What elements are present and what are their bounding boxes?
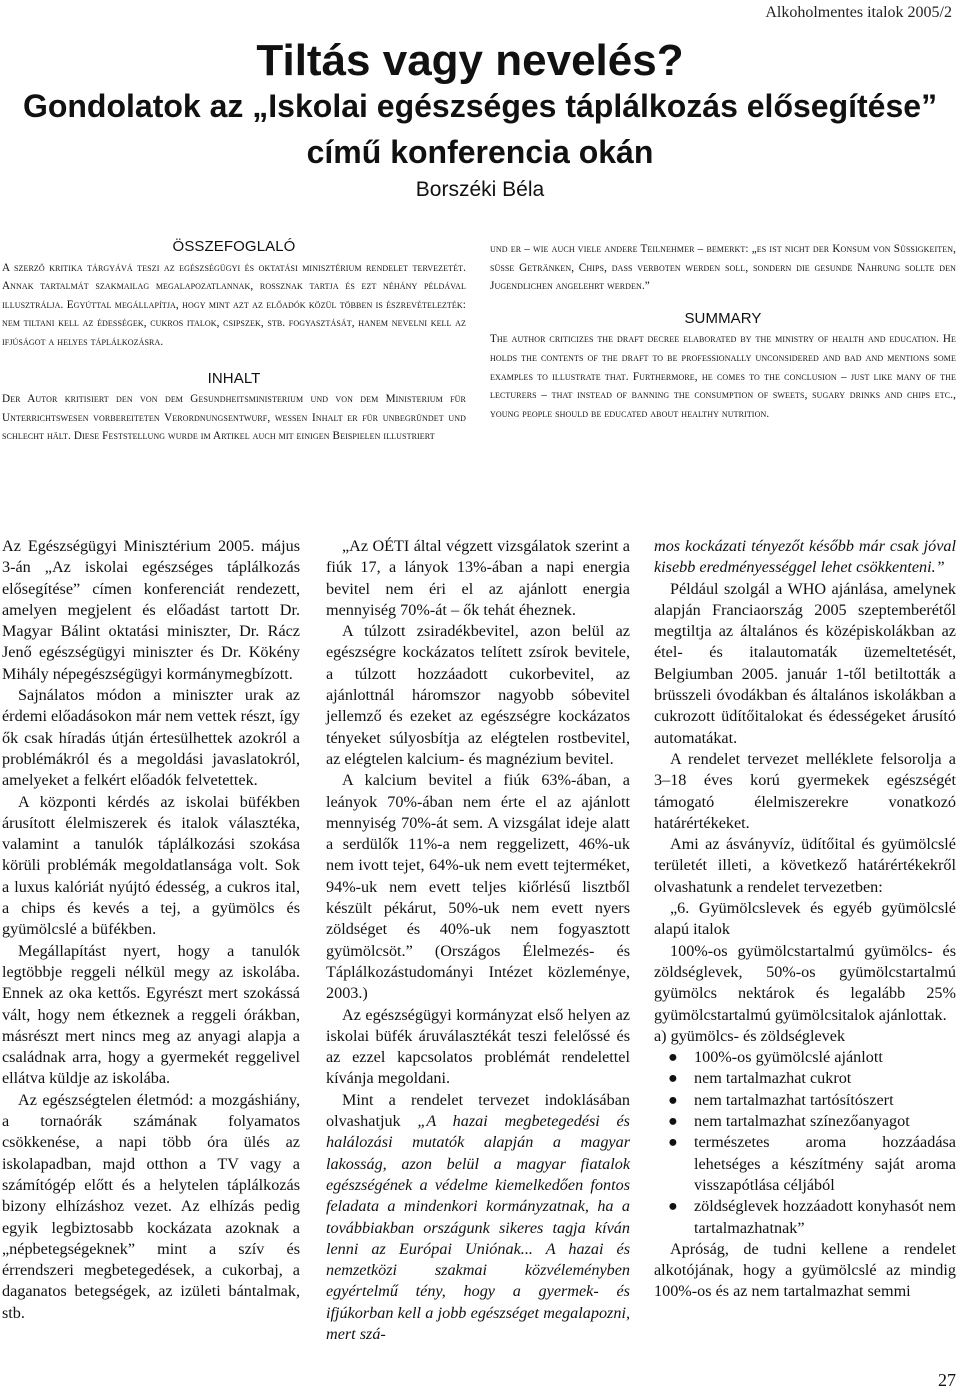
paragraph: Sajnálatos módon a miniszter urak az érdemi előadásokon már nem vettek részt, így ők csak híradás útján értesülhettek azokról a problémákról és a megoldási javaslatokról, amelyeket a felkért előadók felvetettek. (2, 686, 301, 790)
paragraph-text: Mint a rendelet tervezet indoklásában olvashatjuk (326, 1090, 630, 1131)
list-item (668, 1047, 956, 1068)
paragraph: Például szolgál a WHO ajánlása, amelynek alapján Franciaország 2005 szeptemberétől megtiltja az általános és középiskolákban az étel- és italautomaták üzemeltetését, Belgiumban 2005. január 1-től betiltották a brüsszeli óvodákban és általános iskolákban a cukrozott üdítőitalokat és édességeket árusító automatákat. (654, 579, 956, 747)
paragraph: „6. Gyümölcslevek és egyéb gyümölcslé alapú italok (654, 899, 956, 939)
list-heading: a) gyümölcs- és zöldséglevek (654, 1026, 846, 1045)
paragraph: Megállapítást nyert, hogy a tanulók legtöbbje reggeli nélkül megy az iskolába. Ennek az oka kettős. Egyrészt mert szokássá vált, hogy nem étkeznek a reggeli órákban, másrészt mert nincs meg az anyagi alapja a családnak arra, hogy a gyermekét reggelivel ellátva küldje az iskolába. (2, 941, 300, 1088)
abstract-hu-text: A szerző kritika tárgyává teszi az egészségügyi és oktatási minisztérium rendelet tervezetét. Annak tartalmát szakmailag megalapozatlannak, rossznak tartja és ezt néhány példával illusztrálja. Egyúttal megállapítja, hogy mint azt az előadók közül többen is észrevételezték: nem tiltani kell az édességek, cukros italok, csipszek, stb. fogyasztását, hanem nevelni kell az ifjúságot a helyes táplálkozásra. (2, 261, 466, 348)
list-item-text: zöldséglevek hozzáadott konyhasót nem tartalmazhatnak” (694, 1197, 956, 1237)
list-item-text: nem tartalmazhat színezőanyagot (694, 1112, 910, 1131)
journal-header: Alkoholmentes italok 2005/2 (765, 4, 952, 21)
paragraph: A rendelet tervezet melléklete felsorolja a 3–18 éves korú gyermekek egészségét támogató élelmiszerekre vonatkozó határértékeket. (654, 749, 956, 832)
bullet-icon: ● (668, 1112, 678, 1131)
abstract-left-column (2, 238, 466, 446)
paragraph (326, 1090, 630, 1346)
article-author: Borszéki Béla (415, 178, 545, 201)
requirements-list (654, 1047, 956, 1239)
paragraph: Az egészségügyi kormányzat első helyen az iskolai büfék áruválasztékát teszi felelőssé és az ezzel kapcsolatos problémát rendelettel kívánja megoldani. (326, 1005, 630, 1088)
list-item (668, 1111, 956, 1132)
bullet-icon: ● (668, 1069, 678, 1088)
paragraph: A kalcium bevitel a fiúk 63%-ában, a leányok 70%-ában nem érte el az ajánlott mennyiség 70%-át sem. A vizsgálat ideje alatt a serdülők 11%-a nem reggelizett, 46%-uk nem ivott tejet, 64%-uk nem evett tejterméket, 94%-uk nem evett teljes kiőrlésű lisztből készült pékárut, 50%-uk nem evett nyers zöldséget és 40%-uk nem fogyasztott gyümölcsöt.” (Országos Élelmezés- és Táplálkozástudományi Intézet közleménye, 2003.) (326, 771, 630, 1003)
abstract-hu-heading: ÖSSZEFOGLALÓ (172, 238, 296, 255)
list-item (668, 1196, 956, 1239)
quote-italic: „A hazai megbetegedési és halálozási mutatók alapján a magyar lakosság, azon belül a magyar fiatalok egészségének a védelme kiemelkedően fontos feladata a mindenkori kormányzatnak, ha a továbbiakban országunk sikeres tagja kíván lenni az Európai Uniónak... A hazai és nemzetközi szakmai közvéleményben egyértelmű tény, hogy a gyermek- és ifjúkorban kell a jobb egészséget megalapozni, mert szá- (326, 1112, 630, 1343)
article-subtitle-line1: Gondolatok az „Iskolai egészséges táplálkozás elősegítése” (22, 88, 938, 124)
paragraph: 100%-os gyümölcstartalmú gyümölcs- és zöldséglevek, 50%-os gyümölcstartalmú gyümölcs nektárok és legalább 25% gyümölcstartalmú gyümölcsitalok ajánlottak. (654, 941, 956, 1024)
list-item (668, 1090, 956, 1111)
bullet-icon: ● (668, 1048, 678, 1067)
list-item (668, 1132, 956, 1196)
paragraph: Apróság, de tudni kellene a rendelet alkotójának, hogy a gyümölcslé az mindig 100%-os és az nem tartalmazhat semmi (654, 1239, 956, 1301)
paragraph: A központi kérdés az iskolai büfékben árusított élelmiszerek és italok választéka, valamint a tanulók táplálkozási szokása körüli problémák megoldatlansága volt. Sok a luxus kalóriát nyújtó édesség, a cukros ital, a chips és kevés a tej, a gyümölcs és gyümölcslé a büfékben. (2, 792, 300, 939)
list-item (668, 1068, 956, 1089)
list-item-text: nem tartalmazhat tartósítószert (694, 1090, 894, 1109)
list-item-text: 100%-os gyümölcslé ajánlott (694, 1048, 883, 1067)
bullet-icon: ● (668, 1133, 678, 1152)
page-number: 27 (938, 1370, 956, 1390)
list-item-text: természetes aroma hozzáadása lehetséges a készítmény saját aroma visszapótlása céljából (694, 1133, 956, 1194)
body-column-2 (326, 536, 630, 1345)
abstract-de-heading: INHALT (207, 369, 261, 387)
body-column-3 (654, 536, 956, 1303)
abstract-en-heading: SUMMARY (684, 309, 762, 327)
abstract-right-column (490, 240, 956, 423)
article-title-text: Tiltás vagy nevelés? (256, 36, 684, 85)
quote-italic-continued: mos kockázati tényezőt később már csak jóval kisebb eredményességgel lehet csökkenteni.” (654, 537, 956, 577)
article-title (0, 36, 960, 86)
list-item-text: nem tartalmazhat cukrot (694, 1069, 852, 1088)
bullet-icon: ● (668, 1090, 678, 1109)
paragraph: „Az OÉTI által végzett vizsgálatok szerint a fiúk 17, a lányok 13%-ában a napi energia bevitel nem éri el az ajánlott energia mennyiség 70%-át – ők tehát éheznek. (326, 537, 630, 619)
paragraph: Az egészségtelen életmód: a mozgáshiány, a tornaórák számának folyamatos csökkenése, a napi több óra ülés az iskolapadban, majd otthon a TV vagy a számítógép előtt és a helytelen táplálkozás bizony elhízáshoz vezet. Az elhízás pedig egyik legbiztosabb kockázata azoknak a „népbetegségeknek” mint a szív és érrendszeri megbetegedések, a cukorbaj, a daganatos betegségek, az izületi bántalmak, stb. (2, 1090, 300, 1322)
body-column-1 (2, 536, 300, 1324)
abstract-de-text: Der Autor kritisiert den von dem Gesundheitsministerium und von dem Ministerium für Unterrichtswesen vorbereiteten Verordnungsentwurf, wessen Inhalt er für unbegründet und schlecht hält. Diese Feststellung wurde im Artikel auch mit einigen Beispielen illustriert (2, 393, 466, 443)
paragraph: Az Egészségügyi Minisztérium 2005. május 3-án „Az iskolai egészséges táplálkozás elősegítése” címen konferenciát rendezett, amelyen megjelent és előadást tartott Dr. Magyar Bálint oktatási miniszter, Dr. Rácz Jenő egészségügyi miniszter és Dr. Kökény Mihály népegészségügyi kormánymegbízott. (2, 537, 300, 683)
paragraph: Ami az ásványvíz, üdítőital és gyümölcslé területét illeti, a következő határértékekről olvashatunk a rendelet tervezetben: (654, 835, 956, 896)
article-subtitle-line2: című konferencia okán (306, 134, 654, 170)
bullet-icon: ● (668, 1197, 678, 1216)
abstract-de-text-continued: und er – wie auch viele andere Teilnehmer – bemerkt: „es ist nicht der Konsum von Süßigkeiten, süße Getränken, Chips, dass verboten werden soll, sondern die gesunde Nahrung sollte den Jugendlichen angelehrt werden.” (490, 243, 956, 293)
paragraph: A túlzott zsiradékbevitel, azon belül az egészségre kockázatos telített zsírok bevitele, a túlzott hozzáadott cukorbevitel, az ajánlottnál háromszor nagyobb sóbevitel jellemző és ezeket az egészségre kockázatos tényeket súlyosbítja az elégtelen rostbevitel, az elégtelen kalcium- és magnézium bevitel. (326, 622, 630, 768)
abstract-en-text: The author criticizes the draft decree elaborated by the ministry of health and education. He holds the contents of the draft to be professionally unconsidered and bad and mentions some examples to illustrate that. Furthermore, he comes to the conclusion – just like many of the lecturers – that instead of banning the consumption of sweets, sugary drinks and chips etc., young people should be educated about healthy nutrition. (490, 333, 956, 420)
